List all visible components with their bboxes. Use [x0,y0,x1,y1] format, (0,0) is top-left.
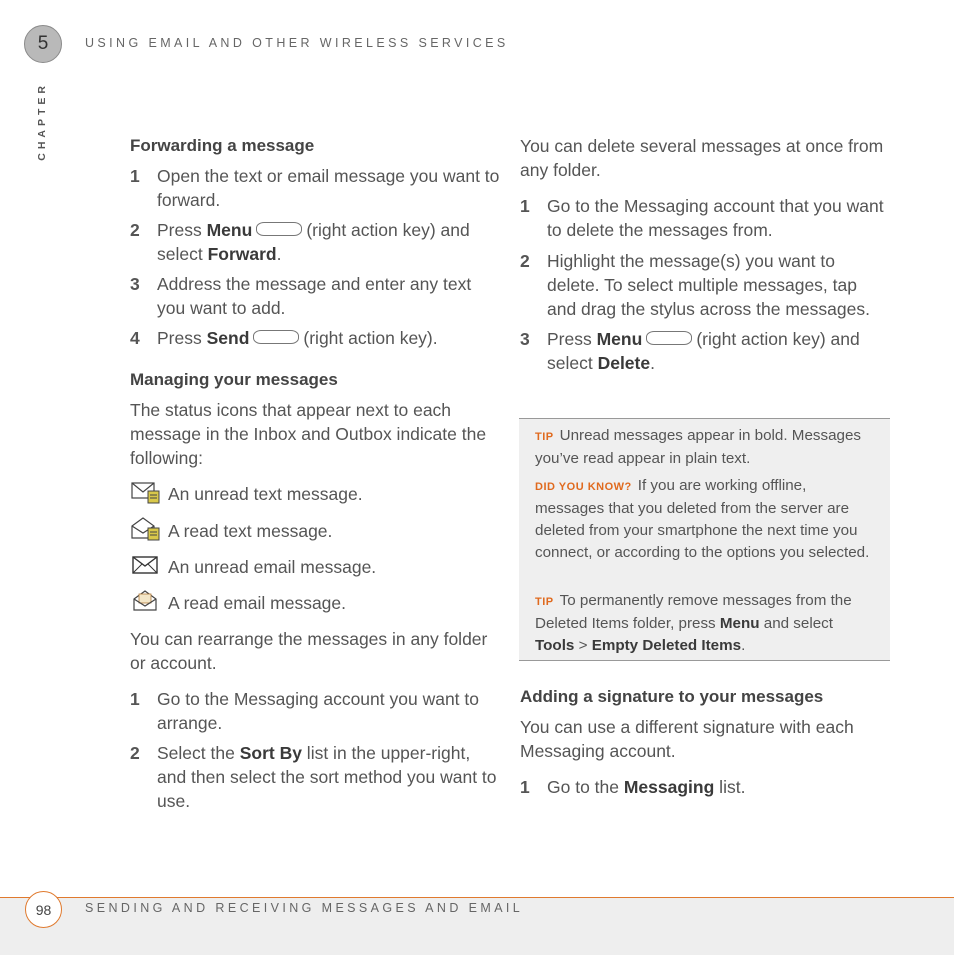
list-item: 3 Press Menu (right action key) and select Delete. [520,329,860,373]
tip-1: TIP Unread messages appear in bold. Messages you’ve read appear in plain text. [535,427,862,467]
tip-box [519,418,890,661]
did-you-know: DID YOU KNOW? If you are working offline, messages that you deleted from the server are deleted from your smartphone the next time you connect, or according to the options you selected. [535,477,870,561]
left-column [130,134,500,813]
list-item: A read text message. [130,519,500,543]
managing-intro: The status icons that appear next to each message in the Inbox and Outbox indicate the following: [130,400,487,468]
list-item: 2 Press Menu (right action key) and select Forward. [130,220,470,264]
list-item: An unread text message. [130,482,500,506]
chapter-number-badge: 5 [24,25,62,63]
rearrange-intro: You can rearrange the messages in any folder or account. [130,629,488,673]
signature-heading: Adding a signature to your messages [520,687,824,706]
right-action-key-icon [256,222,302,236]
read-text-message-icon [131,516,161,542]
list-item: 1 Go to the Messaging account that you want to delete the messages from. [520,196,884,240]
list-item: 1 Open the text or email message you want to forward. [130,166,500,210]
signature-intro: You can use a different signature with each Messaging account. [520,717,854,761]
page-number: 98 [25,891,62,928]
managing-heading: Managing your messages [130,370,338,389]
list-item: A read email message. [130,591,500,615]
signature-section [520,685,890,799]
list-item: 1 Go to the Messaging account you want to arrange. [130,689,479,733]
list-item: 4 Press Send (right action key). [130,328,438,348]
tip-2: TIP To permanently remove messages from the Deleted Items folder, press Menu and select Tools > Empty Deleted Items. [535,592,852,654]
read-email-message-icon [131,588,161,614]
unread-text-message-icon [131,479,161,505]
running-head: USING EMAIL AND OTHER WIRELESS SERVICES [85,36,509,50]
right-action-key-icon [646,331,692,345]
forwarding-heading: Forwarding a message [130,136,315,155]
list-item: 1 Go to the Messaging list. [520,777,746,797]
list-item: 2 Select the Sort By list in the upper-right, and then select the sort method you want to use. [130,743,497,811]
footer-text: SENDING AND RECEIVING MESSAGES AND EMAIL [85,901,524,915]
right-column [520,134,890,375]
right-action-key-icon [253,330,299,344]
delete-intro: You can delete several messages at once from any folder. [520,136,884,180]
unread-email-message-icon [131,552,161,578]
chapter-label: CHAPTER [36,82,48,161]
list-item: 3 Address the message and enter any text you want to add. [130,274,472,318]
list-item: 2 Highlight the message(s) you want to delete. To select multiple messages, tap and drag the stylus across the messages. [520,251,870,319]
list-item: An unread email message. [130,555,500,579]
